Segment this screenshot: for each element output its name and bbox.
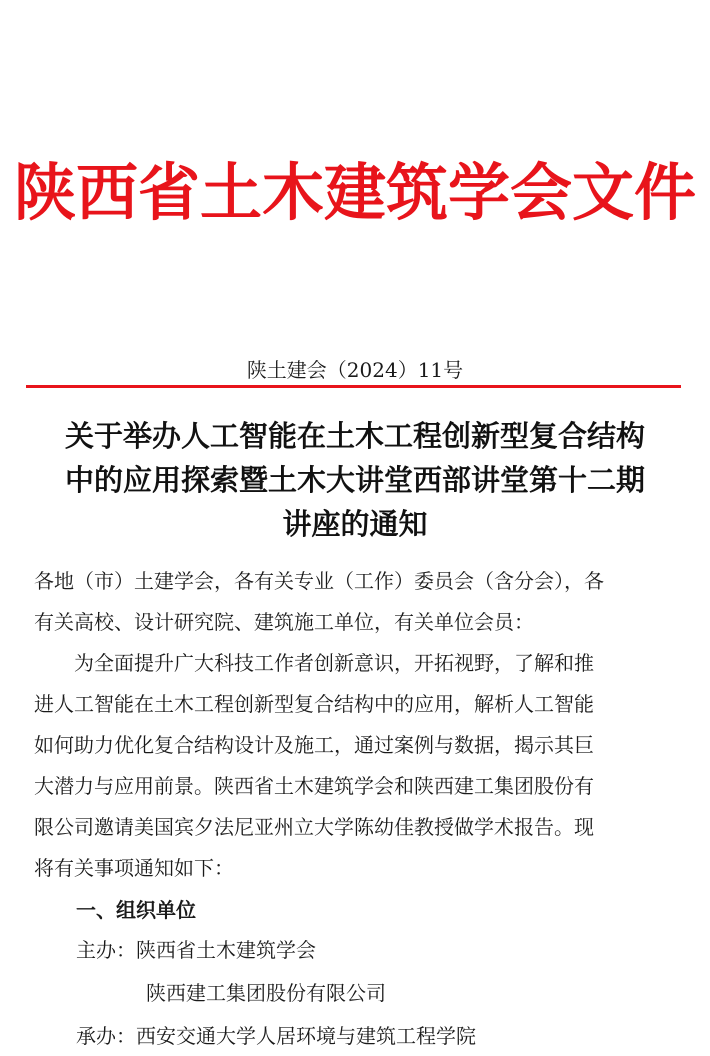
notice-title xyxy=(20,414,690,546)
section-heading-organizers: 一、组织单位 xyxy=(76,898,196,922)
paragraph-line-4: 大潜力与应用前景。陕西省土木建筑学会和陕西建工集团股份有 xyxy=(34,774,594,798)
masthead-title: 陕西省土木建筑学会文件 xyxy=(13,156,696,229)
red-divider-line xyxy=(26,385,681,388)
undertaking-organizer-line: 承办：西安交通大学人居环境与建筑工程学院 xyxy=(76,1024,476,1048)
paragraph-line-2: 进人工智能在土木工程创新型复合结构中的应用，解析人工智能 xyxy=(34,692,594,716)
intro-paragraph xyxy=(34,643,679,889)
addressee-line-1: 各地（市）土建学会，各有关专业（工作）委员会（含分会），各 xyxy=(34,569,604,593)
document-number: 陕土建会（2024）11号 xyxy=(246,358,464,382)
addressee-line-2: 有关高校、设计研究院、建筑施工单位，有关单位会员： xyxy=(34,610,534,634)
host-organizer-second: 陕西建工集团股份有限公司 xyxy=(146,981,386,1005)
title-line-3: 讲座的通知 xyxy=(282,507,428,541)
paragraph-line-1: 为全面提升广大科技工作者创新意识，开拓视野，了解和推 xyxy=(34,651,594,675)
host-organizer-line: 主办：陕西省土木建筑学会 xyxy=(76,938,316,962)
addressee-block xyxy=(34,561,679,643)
title-line-1: 关于举办人工智能在土木工程创新型复合结构 xyxy=(64,419,645,453)
paragraph-line-3: 如何助力优化复合结构设计及施工，通过案例与数据，揭示其巨 xyxy=(34,733,594,757)
paragraph-line-5: 限公司邀请美国宾夕法尼亚州立大学陈幼佳教授做学术报告。现 xyxy=(34,815,594,839)
paragraph-line-6: 将有关事项通知如下： xyxy=(34,856,234,880)
title-line-2: 中的应用探索暨土木大讲堂西部讲堂第十二期 xyxy=(64,463,645,497)
